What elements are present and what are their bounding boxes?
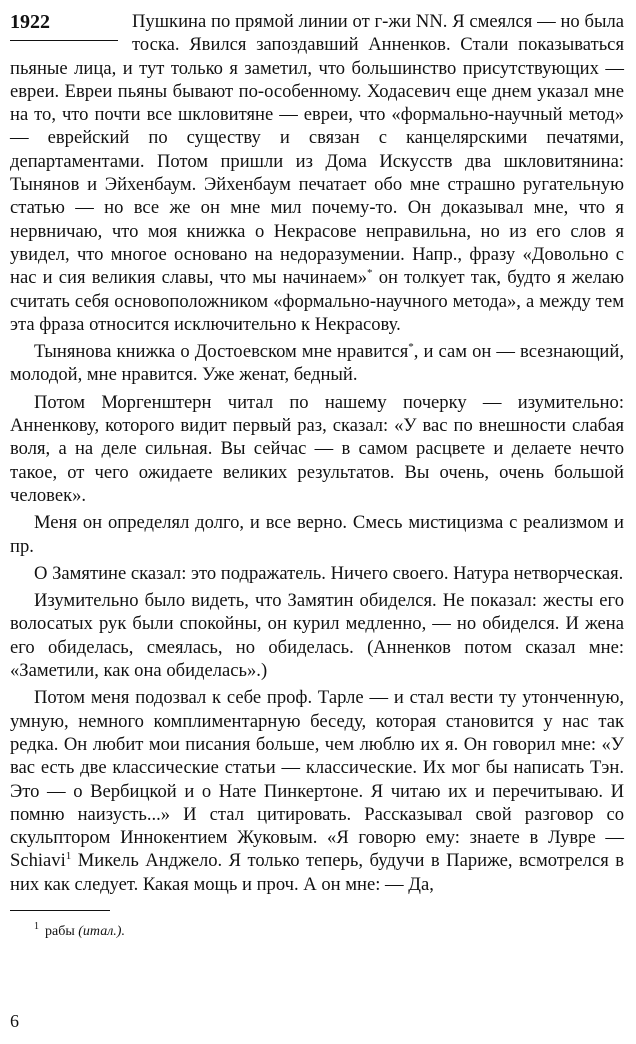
footnote-italic: (итал.). — [78, 923, 125, 939]
paragraph-6 — [10, 589, 624, 682]
page-number: 6 — [10, 1011, 19, 1031]
paragraph-5-text: О Замятине сказал: это подражатель. Ничего своего. Натура нетворческая. — [34, 562, 624, 584]
paragraph-7-text-b: Микель Анджело. Я только теперь, будучи в Париже, всмотрелся в них как следует. Какая мощь и проч. А он мне: — Да, — [10, 850, 624, 895]
asterisk-mark: * — [367, 267, 373, 280]
footnote-number: 1 — [34, 921, 39, 933]
paragraph-7 — [10, 686, 624, 896]
paragraph-5 — [10, 562, 624, 585]
year-heading: 1922 — [10, 10, 118, 41]
paragraph-2-text-b: , и сам он — всезнающий, молодой, мне нравится. Уже женат, бедный. — [10, 341, 624, 386]
paragraph-1 — [10, 10, 624, 336]
footnote — [10, 923, 624, 941]
paragraph-6-text: Изумительно было видеть, что Замятин обиделся. Не показал: жесты его волосатых рук были спокойны, он курил медленно, — но обиделся. И жена его обиделась, смеялась, но обиделась. (Анненков потом сказал мне: «Заметили, как она обиделась».) — [10, 590, 624, 682]
paragraph-1-text-a: Пушкина по прямой линии от г-жи NN. Я смеялся — но была тоска. Явился запоздавший Анненков. Стали показываться пьяные лица, и тут только я заметил, что большинство присутствующих — евреи. Евреи пьяны бывают по-особенному. Ходасевич еще днем указал мне на то, что почти все шкловитяне — евреи, что «формально-научный метод» — еврейский по существу и связан с канцелярскими печатями, департаментами. Потом пришли из Дома Искусств два шкловитянина: Тынянов и Эйхенбаум. Эйхенбаум печатает обо мне страшно ругательную статью — но все же он мне мил почему-то. Он доказывал мне, что я нервничаю, что моя книжка о Некрасове неправильна, но из его слов я увидел, что многое основано на недоразумении. Напр., фразу «Довольно с нас и сия великия славы, что мы начинаем» — [10, 11, 624, 289]
paragraph-2-text-a: Тынянова книжка о Достоевском мне нравится — [34, 341, 409, 363]
paragraph-1-text-b: он толкует так, будто я желаю считать себя основоположником «формально-научного метода», а между тем эта фраза относится исключительно к Некрасову. — [10, 267, 624, 335]
footnote-text: рабы — [45, 923, 79, 939]
paragraph-4-text: Меня он определял долго, и все верно. Смесь мистицизма с реализмом и пр. — [10, 512, 624, 557]
paragraph-7-text-a: Потом меня подозвал к себе проф. Тарле — и стал вести ту утонченную, умную, немного комплиментарную беседу, которая становится у нас так редка. Он любит мои писания больше, чем люблю их я. Он говорил мне: «У вас есть две классические статьи — классические. Их мог бы написать Тэн. Это — о Вербицкой и о Нате Пинкертоне. Я читаю их и перечитываю. И помню наизусть...» И стал цитировать. Рассказывал свой разговор со скульптором Иннокентием Жуковым. «Я говорю ему: знаете в Лувре — Schiavi — [10, 687, 624, 872]
paragraph-2 — [10, 340, 624, 387]
running-header — [10, 10, 118, 41]
paragraph-3-text: Потом Моргенштерн читал по нашему почерку — изумительно: Анненкову, которого видит первый раз, сказал: «У вас по внешности слабая воля, а на деле сильная. Вы сейчас — в самом расцвете и делаете нечто такое, от чего ожидаете великих результатов. Вы очень, очень большой человек». — [10, 391, 624, 506]
asterisk-mark: * — [408, 340, 414, 353]
paragraph-3 — [10, 391, 624, 507]
footnote-reference[interactable]: 1 — [65, 850, 72, 863]
paragraph-4 — [10, 511, 624, 558]
footnote-divider — [10, 910, 110, 911]
